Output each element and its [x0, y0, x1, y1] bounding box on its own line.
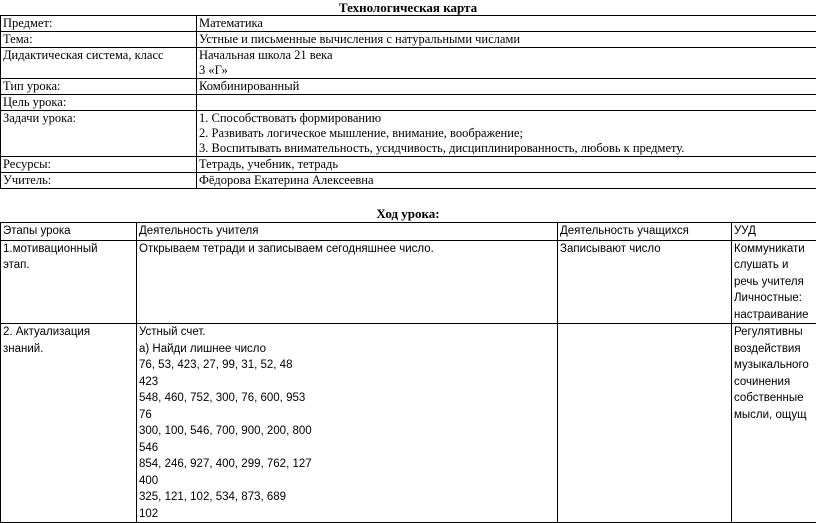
- step-teacher-line: 102: [139, 506, 555, 523]
- info-value-line: Фёдорова Екатерина Алексеевна: [199, 173, 814, 188]
- steps-header-row: [1, 223, 816, 241]
- step-uud-line: настраивание: [734, 307, 816, 324]
- info-value-line: Комбинированный: [199, 79, 814, 94]
- info-row: [1, 16, 816, 32]
- info-label: Цель урока:: [1, 95, 197, 111]
- step-teacher-line: 400: [139, 473, 555, 490]
- info-value: [197, 173, 816, 189]
- step-stage: [1, 240, 137, 324]
- info-table: [0, 15, 816, 189]
- step-uud: [732, 324, 816, 523]
- step-stage-line: этап.: [3, 257, 134, 274]
- info-value-line: 3 «Г»: [199, 63, 814, 78]
- step-teacher-line: 546: [139, 440, 555, 457]
- step-students: [558, 324, 732, 523]
- step-uud-line: Регулятивны: [734, 324, 816, 341]
- step-uud-line: слушать и: [734, 257, 816, 274]
- info-value-line: 1. Способствовать формированию: [199, 111, 814, 126]
- header-uud: УУД: [732, 223, 816, 241]
- info-value: [197, 48, 816, 79]
- step-students: [558, 240, 732, 324]
- step-row: [1, 240, 816, 324]
- document-title: Технологическая карта: [0, 1, 816, 15]
- step-students-line: [560, 324, 729, 341]
- info-row: [1, 173, 816, 189]
- lesson-title: Ход урока:: [0, 207, 816, 221]
- info-label: Тип урока:: [1, 79, 197, 95]
- info-label: Тема:: [1, 32, 197, 48]
- step-teacher-line: Открываем тетради и записываем сегодняшнее число.: [139, 241, 555, 258]
- step-uud-line: речь учителя: [734, 274, 816, 291]
- step-uud-line: воздействия: [734, 341, 816, 358]
- info-value: [197, 16, 816, 32]
- step-teacher-line: 76, 53, 423, 27, 99, 31, 52, 48: [139, 357, 555, 374]
- info-value-line: Начальная школа 21 века: [199, 48, 814, 63]
- info-value: [197, 32, 816, 48]
- info-value: [197, 111, 816, 157]
- step-teacher-line: 325, 121, 102, 534, 873, 689: [139, 489, 555, 506]
- info-value: [197, 157, 816, 173]
- step-stage-line: 1.мотивационный: [3, 241, 134, 258]
- step-students-line: Записывают число: [560, 241, 729, 258]
- info-value-line: Тетрадь, учебник, тетрадь: [199, 157, 814, 172]
- step-stage: [1, 324, 137, 523]
- step-teacher-line: 548, 460, 752, 300, 76, 600, 953: [139, 390, 555, 407]
- info-row: [1, 111, 816, 157]
- step-teacher-line: Устный счет.: [139, 324, 555, 341]
- info-row: [1, 95, 816, 111]
- step-teacher-line: 76: [139, 407, 555, 424]
- step-teacher-line: 854, 246, 927, 400, 299, 762, 127: [139, 456, 555, 473]
- info-row: [1, 32, 816, 48]
- info-row: [1, 48, 816, 79]
- step-uud-line: сочинения: [734, 374, 816, 391]
- step-uud-line: музыкального: [734, 357, 816, 374]
- step-uud-line: мысли, ощущ: [734, 407, 816, 424]
- info-label: Дидактическая система, класс: [1, 48, 197, 79]
- header-students: Деятельность учащихся: [558, 223, 732, 241]
- step-stage-line: знаний.: [3, 341, 134, 358]
- info-value: [197, 95, 816, 111]
- step-teacher: [137, 324, 558, 523]
- info-label: Предмет:: [1, 16, 197, 32]
- info-value-line: Математика: [199, 16, 814, 31]
- step-row: [1, 324, 816, 523]
- info-label: Ресурсы:: [1, 157, 197, 173]
- step-teacher: [137, 240, 558, 324]
- step-stage-line: 2. Актуализация: [3, 324, 134, 341]
- info-label: Учитель:: [1, 173, 197, 189]
- step-uud-line: Личностные:: [734, 290, 816, 307]
- step-uud: [732, 240, 816, 324]
- step-teacher-line: 423: [139, 374, 555, 391]
- info-label: Задачи урока:: [1, 111, 197, 157]
- step-teacher-line: а) Найди лишнее число: [139, 341, 555, 358]
- step-teacher-line: 300, 100, 546, 700, 900, 200, 800: [139, 423, 555, 440]
- header-teacher: Деятельность учителя: [137, 223, 558, 241]
- step-uud-line: Коммуникати: [734, 241, 816, 258]
- header-stage: Этапы урока: [1, 223, 137, 241]
- info-value-line: 2. Развивать логическое мышление, внимание, воображение;: [199, 126, 814, 141]
- info-value-line: Устные и письменные вычисления с натуральными числами: [199, 32, 814, 47]
- info-row: [1, 79, 816, 95]
- step-uud-line: собственные: [734, 390, 816, 407]
- info-value-line: 3. Воспитывать внимательность, усидчивость, дисциплинированность, любовь к предмету.: [199, 141, 814, 156]
- info-row: [1, 157, 816, 173]
- info-value-line: [199, 95, 814, 110]
- steps-table: [0, 222, 816, 523]
- info-value: [197, 79, 816, 95]
